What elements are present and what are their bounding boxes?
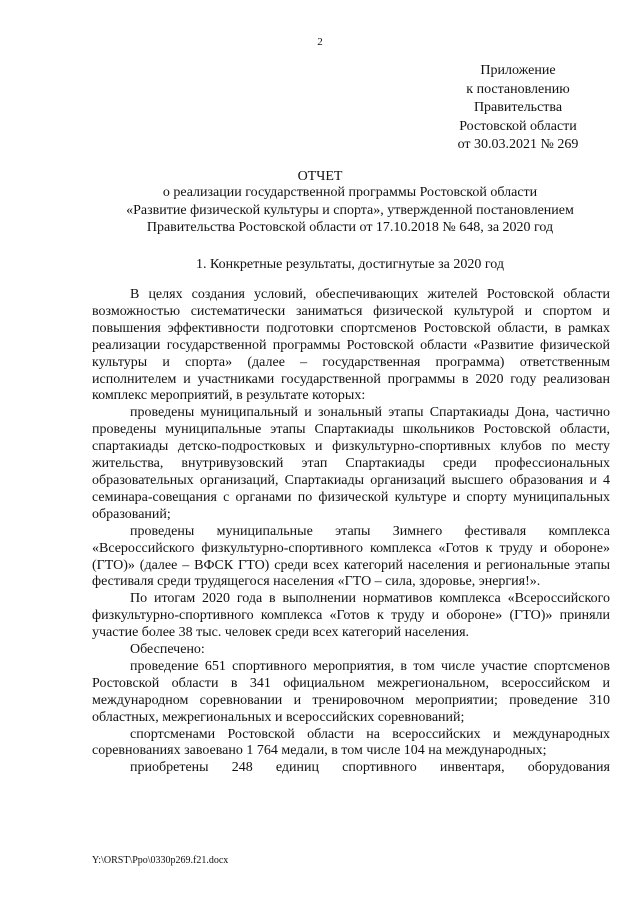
- section-heading: 1. Конкретные результаты, достигнутые за 2020 год: [195, 257, 504, 272]
- subtitle-line: Правительства Ростовской области от 17.10.2018 № 648, за 2020 год: [146, 220, 554, 235]
- paragraph: спортсменами Ростовской области на всероссийских и международных соревнованиях завоевано 1 764 медали, в том числе 104 на международных;: [92, 726, 610, 759]
- report-subtitle: [85, 184, 615, 237]
- annex-line: Правительства: [473, 100, 563, 115]
- page-number: 2: [317, 36, 323, 48]
- annex-block: [420, 62, 616, 155]
- annex-line: от 30.03.2021 № 269: [457, 137, 579, 152]
- report-title: ОТЧЕТ: [297, 169, 343, 184]
- paragraph-last-line: приобретены 248 единиц спортивного инвентаря, оборудования: [130, 760, 610, 776]
- paragraph: По итогам 2020 года в выполнении нормативов комплекса «Всероссийского физкультурно-спортивного комплекса «Готов к труду и обороне» (ГТО)» приняли участие более 38 тыс. человек среди всех категорий населения.: [92, 591, 610, 641]
- annex-line: Ростовской области: [459, 118, 577, 134]
- paragraph: В целях создания условий, обеспечивающих жителей Ростовской области возможностью систематически заниматься физической культурой и спортом и повышения эффективности подготовки спортсменов Ростовской области, в рамках реализации государственной программы Ростовской области «Развитие физической культуры и спорта» (далее – государственная программа) ответственным исполнителем и участниками государственной программы в 2020 году реализован комплекс мероприятий, в результате которых:: [92, 287, 610, 404]
- paragraph: проведение 651 спортивного мероприятия, в том числе участие спортсменов Ростовской области в 341 официальном межрегиональном, всероссийском и международном соревновании и тренировочном мероприятии; проведение 310 областных, межрегиональных и всероссийских соревнований;: [92, 658, 610, 725]
- subtitle-line: «Развитие физической культуры и спорта», утвержденной постановлением: [126, 202, 574, 218]
- paragraph: проведены муниципальные этапы Зимнего фестиваля комплекса «Всероссийского физкультурно-спортивного комплекса «Готов к труду и обороне» (ГТО)» (далее – ВФСК ГТО) среди всех категорий населения и региональные этапы фестиваля среди трудящегося населения «ГТО – сила, здоровье, энергия!».: [92, 523, 610, 590]
- subtitle-line: о реализации государственной программы Ростовской области: [162, 185, 538, 200]
- annex-line: Приложение: [480, 63, 556, 78]
- paragraph: Обеспечено:: [130, 642, 205, 658]
- paragraph: проведены муниципальный и зональный этапы Спартакиады Дона, частично проведены муниципальные этапы Спартакиады школьников Ростовской области, спартакиады детско-подростковых и физкультурно-спортивных клубов по месту жительства, внутривузовский этап Спартакиады среди профессиональных образовательных организаций, Спартакиады организаций высшего образования и 4 семинара-совещания с органами по физической культуре и спорту муниципальных образований;: [92, 405, 610, 522]
- body-text: [92, 287, 610, 777]
- annex-line: к постановлению: [466, 81, 570, 97]
- file-path-footer: Y:\ORST\Ppo\0330p269.f21.docx: [92, 855, 229, 866]
